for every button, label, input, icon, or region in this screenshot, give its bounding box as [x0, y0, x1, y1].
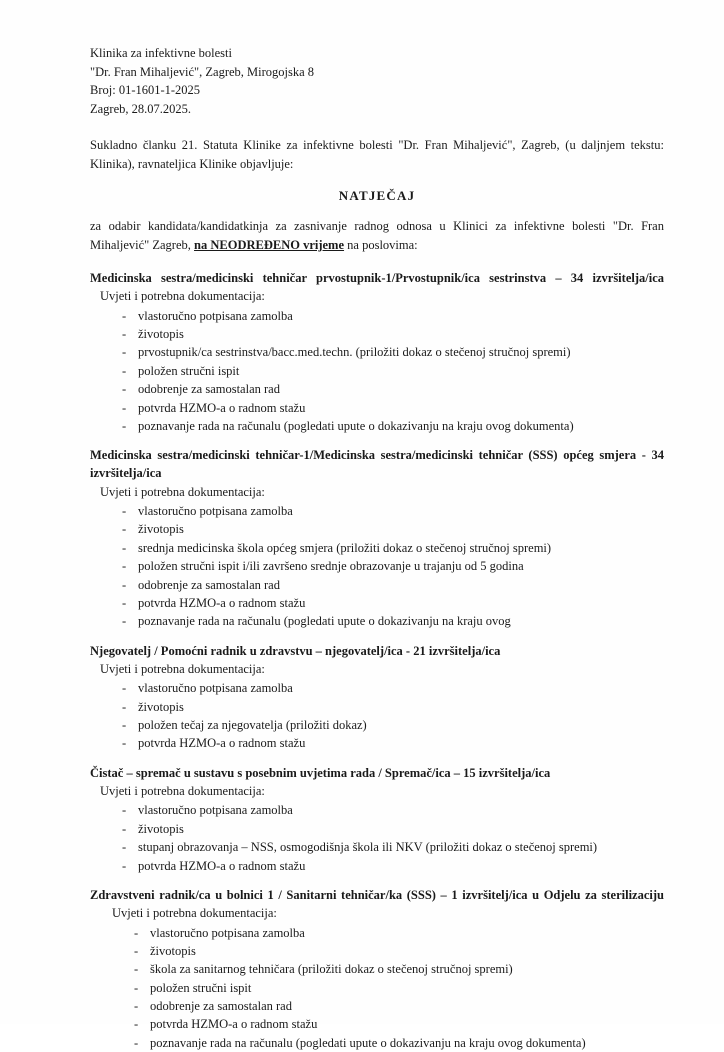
list-item: - škola za sanitarnog tehničara (priložiti dokaz o stečenoj stručnoj spremi)	[130, 960, 664, 978]
job-listing	[90, 642, 664, 753]
requirements-list	[90, 307, 664, 436]
list-item: - poznavanje rada na računalu (pogledati upute o dokazivanju na kraju ovog dokumenta)	[118, 417, 664, 435]
list-item: - životopis	[118, 820, 664, 838]
list-item: - vlastoručno potpisana zamolba	[130, 924, 664, 942]
document-date: Zagreb, 28.07.2025.	[90, 100, 664, 119]
requirements-list	[90, 924, 664, 1052]
job-title: Čistač – spremač u sustavu s posebnim uvjetima rada / Spremač/ica – 15 izvršitelja/ica	[90, 764, 664, 782]
requirements-label: Uvjeti i potrebna dokumentacija:	[100, 783, 664, 801]
requirements-label: Uvjeti i potrebna dokumentacija:	[100, 661, 664, 679]
job-title: Njegovatelj / Pomoćni radnik u zdravstvu – njegovatelj/ica - 21 izvršitelja/ica	[90, 642, 664, 660]
institution-address: "Dr. Fran Mihaljević", Zagreb, Mirogojska 8	[90, 63, 664, 82]
list-item: - životopis	[130, 942, 664, 960]
list-item: - položen stručni ispit i/ili završeno srednje obrazovanje u trajanju od 5 godina	[118, 557, 664, 575]
list-item: - poznavanje rada na računalu (pogledati upute o dokazivanju na kraju ovog	[118, 612, 664, 630]
job-listing	[90, 886, 664, 1052]
preamble-paragraph: Sukladno članku 21. Statuta Klinike za infektivne bolesti "Dr. Fran Mihaljević", Zagreb, (u daljnjem tekstu: Klinika), ravnateljica Klinike objavljuje:	[90, 136, 664, 174]
list-item: - stupanj obrazovanja – NSS, osmogodišnja škola ili NKV (priložiti dokaz o stečenoj spremi)	[118, 838, 664, 856]
list-item: - odobrenje za samostalan rad	[118, 380, 664, 398]
requirements-list	[90, 801, 664, 875]
institution-name: Klinika za infektivne bolesti	[90, 44, 664, 63]
list-item: - prvostupnik/ca sestrinstva/bacc.med.techn. (priložiti dokaz o stečenoj stručnoj spremi)	[118, 343, 664, 361]
list-item: - položen stručni ispit	[130, 979, 664, 997]
list-item: - potvrda HZMO-a o radnom stažu	[130, 1015, 664, 1033]
list-item: - potvrda HZMO-a o radnom stažu	[118, 399, 664, 417]
list-item: - odobrenje za samostalan rad	[118, 576, 664, 594]
job-title: Medicinska sestra/medicinski tehničar-1/Medicinska sestra/medicinski tehničar (SSS) općeg smjera - 34 izvršitelja/ica	[90, 446, 664, 482]
list-item: - potvrda HZMO-a o radnom stažu	[118, 857, 664, 875]
intro-text-part2: na poslovima:	[344, 238, 418, 252]
page-title: NATJEČAJ	[90, 188, 664, 204]
list-item: - vlastoručno potpisana zamolba	[118, 307, 664, 325]
intro-paragraph	[90, 217, 664, 255]
list-item: - poznavanje rada na računalu (pogledati upute o dokazivanju na kraju ovog dokumenta)	[130, 1034, 664, 1052]
job-title: Medicinska sestra/medicinski tehničar prvostupnik-1/Prvostupnik/ica sestrinstva – 34 izvršitelja/ica	[90, 269, 664, 287]
list-item: - odobrenje za samostalan rad	[130, 997, 664, 1015]
list-item: - životopis	[118, 520, 664, 538]
job-title: Zdravstveni radnik/ca u bolnici 1 / Sanitarni tehničar/ka (SSS) – 1 izvršitelj/ica u Odjelu za sterilizaciju	[90, 886, 664, 904]
list-item: - potvrda HZMO-a o radnom stažu	[118, 734, 664, 752]
list-item: - vlastoručno potpisana zamolba	[118, 801, 664, 819]
list-item: - srednja medicinska škola općeg smjera (priložiti dokaz o stečenoj stručnoj spremi)	[118, 539, 664, 557]
requirements-list	[90, 502, 664, 631]
letterhead	[90, 44, 664, 118]
list-item: - potvrda HZMO-a o radnom stažu	[118, 594, 664, 612]
intro-highlight: na NEODREĐENO vrijeme	[194, 238, 344, 252]
list-item: - vlastoručno potpisana zamolba	[118, 502, 664, 520]
requirements-label: Uvjeti i potrebna dokumentacija:	[112, 905, 664, 923]
requirements-list	[90, 679, 664, 753]
list-item: - životopis	[118, 325, 664, 343]
list-item: - životopis	[118, 698, 664, 716]
requirements-label: Uvjeti i potrebna dokumentacija:	[100, 484, 664, 502]
job-listing	[90, 764, 664, 875]
list-item: - vlastoručno potpisana zamolba	[118, 679, 664, 697]
list-item: - položen stručni ispit	[118, 362, 664, 380]
list-item: - položen tečaj za njegovatelja (priložiti dokaz)	[118, 716, 664, 734]
requirements-label: Uvjeti i potrebna dokumentacija:	[100, 288, 664, 306]
job-listing	[90, 269, 664, 435]
job-listings	[90, 269, 664, 1052]
document-number: Broj: 01-1601-1-2025	[90, 81, 664, 100]
intro-text-part1: za odabir kandidata/kandidatkinja za zasnivanje radnog odnosa u Klinici za infektivne bolesti "Dr. Fran Mihaljević" Zagreb,	[90, 219, 664, 252]
job-listing	[90, 446, 664, 630]
